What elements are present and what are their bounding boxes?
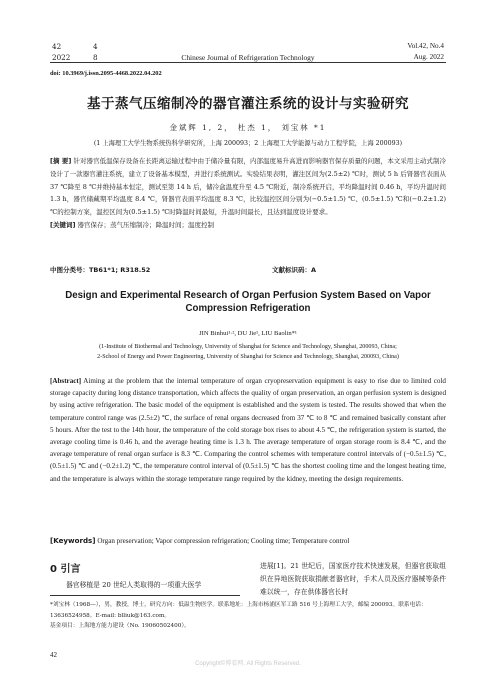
date-en: Aug. 2022	[413, 53, 444, 61]
running-header	[0, 40, 496, 74]
abstract-en-text: Aiming at the problem that the internal temperature of organ cryopreservation equipment is easy to rise due to limited cold storage capacity during long distance transportation, which affects the quality of organ preservation, an organ perfusion system is designed by using active refrigeration. The basic model of the equipment is established and the system is tested. The results showed that when the temperature control range was (2.5±2) ℃, the surface of renal organs decreased from 37 ℃ to 8 ℃ and remained basically constant after 5 hours. After the test to the 14th hour, the temperature of the cold storage box rises to about 4.5 ℃, the refrigeration system is started, the average cooling time is 0.46 h, and the average heating time is 1.3 h. The average temperature of organ storage room is 8.4 ℃, and the average temperature of renal organ surface is 8.3 ℃. Comparing the control schemes with temperature control intervals of (−0.5±1.5) ℃, (0.5±1.5) ℃ and (−0.2±1.2) ℃, the temperature control interval of (0.5±1.5) ℃ has the shortest cooling time and the longest heating time, and the temperature is always within the storage temperature range required by the kidney, meeting the design requirements.	[50, 377, 446, 483]
affiliation-en-1: (1-Institute of Biothermal and Technology, University of Shanghai for Science and Technology, Shanghai, 200093, China;	[99, 344, 397, 350]
abstract-cn-label: [摘 要]	[50, 157, 72, 165]
copyright-watermark: Copyright©博看网. All Rights Reserved.	[195, 661, 301, 667]
journal-name: Chinese Journal of Refrigeration Technology	[181, 53, 315, 62]
abstract-en-label: [Abstract]	[50, 377, 82, 385]
abstract-cn-block	[50, 155, 446, 232]
year-cn: 2022	[52, 53, 71, 62]
affiliation-en-2: 2-School of Energy and Power Engineering, University of Shanghai for Science and Technology, Shanghai, 200093, China)	[97, 354, 399, 360]
keywords-en-text: Organ preservation; Vapor compression refrigeration; Cooling time; Temperature control	[97, 537, 350, 545]
page-number: 42	[50, 651, 57, 659]
footnote-fund: 基金项目：上海地方能力建设（No. 19060502400）。	[50, 623, 190, 629]
issue-cn: 4	[93, 42, 98, 51]
affiliation-cn: (1 上海理工大学生物系统热科学研究所，上海 200093；2 上海理工大学能源与动力工程学院，上海 200093)	[93, 140, 403, 147]
footnote-author: *刘宝林（1968—），男，教授，博士，研究方向：低温生物医学。联系地址：上海市杨浦区军工路 516 号上海理工大学，邮编 200093。联系电话：13636524958。E-mail: blliuk@163.com。	[50, 602, 427, 619]
section-heading: 0 引言	[50, 564, 81, 575]
class-number: 中图分类号：TB61*1; R318.52	[50, 266, 151, 274]
affiliation-en	[0, 342, 496, 362]
title-en: Design and Experimental Research of Organ Perfusion System Based on Vapor Compression Refrigeration	[65, 290, 431, 314]
keywords-cn-text: 器官保存；蒸气压缩制冷；降温时间；温度控制	[77, 220, 215, 229]
doi[interactable]: doi: 10.3969/j.issn.2095-4468.2022.04.202	[50, 70, 162, 77]
abstract-cn	[50, 155, 446, 219]
keywords-en-label: [Keywords]	[50, 536, 96, 545]
authors-en: JIN Binhui¹·², DU Jie¹, LIU Baolin*¹	[199, 330, 297, 337]
intro-left-column: 器官移植是 20 世纪人类取得的一项重大医学	[66, 581, 202, 589]
abstract-en	[50, 375, 446, 485]
authors-cn: 金斌辉 1, 2， 杜杰 1， 刘宝林 *1	[169, 123, 327, 132]
abstract-en-block	[50, 375, 446, 485]
footnotes	[50, 600, 446, 632]
classification-line	[50, 265, 317, 274]
volume-en: Vol.42, No.4	[407, 42, 444, 50]
keywords-cn	[50, 219, 446, 232]
abstract-cn-text: 针对器官低温保存设备在长距离运输过程中由于储冷量有限，内部温度易升高进而影响器官保存质量的问题，本文采用主动式制冷设计了一款器官灌注系统，建立了设备基本模型，并进行系统测试。实验结果表明，灌注区间为(2.5±2) ℃时，测试 5 h 后肾器官表面从 37 ℃降至 8 ℃并维持基本恒定，测试至第 14 h 后，储冷盒温度升至 4.5 ℃附近，制冷系统开启，平均降温时间 0.46 h，平均升温时间 1.3 h，器官储藏期平均温度 8.4 ℃，肾器官表面平均温度 8.3 ℃，比较温控区间分别为(−0.5±1.5) ℃、(0.5±1.5) ℃和(−0.2±1.2) ℃的控制方案，温控区间为(0.5±1.5) ℃时降温时间最短，升温时间最长，且达到温度设计要求。	[50, 157, 446, 217]
header-rule	[50, 62, 446, 63]
volume-cn: 42	[52, 42, 62, 51]
keywords-en	[50, 536, 446, 545]
keywords-cn-label: [关键词]	[50, 220, 76, 229]
footnote-rule	[50, 595, 240, 596]
intro-right-column: 进展[1]。21 世纪后，国家医疗技术快速发展，但器官获取组织在异地医院获取捐献者器官时，手术人员及医疗器械等条件难以统一，存在供体器官长时	[260, 562, 446, 596]
document-code: 文献标识码：A	[272, 266, 317, 274]
title-cn: 基于蒸气压缩制冷的器官灌注系统的设计与实验研究	[87, 96, 409, 112]
month-cn: 8	[93, 53, 98, 62]
